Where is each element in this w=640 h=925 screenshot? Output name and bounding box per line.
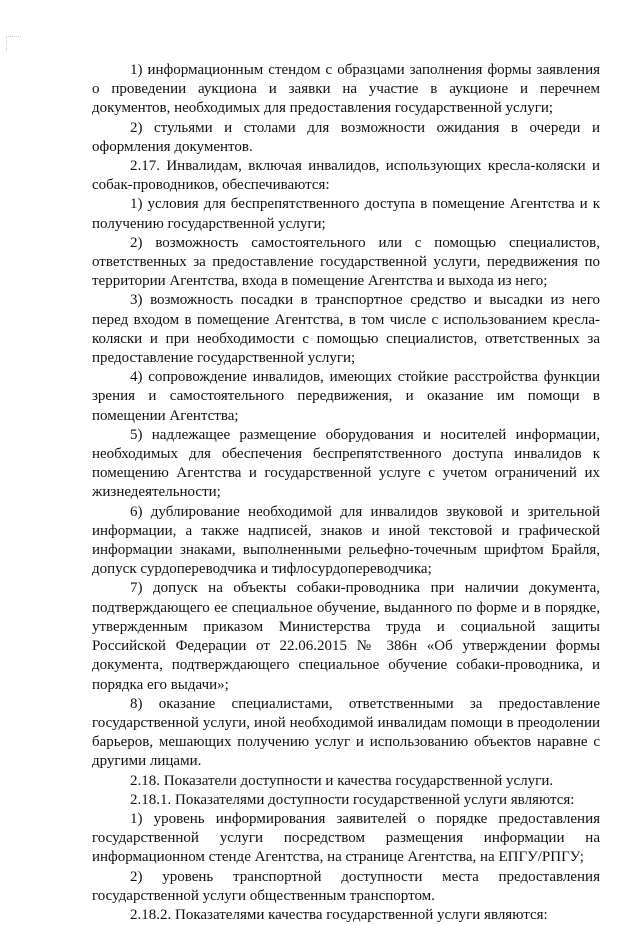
paragraph: 3) возможность посадки в транспортное средство и высадки из него перед входом в помещение Агентства, в том числе с использованием кресла-коляски и при необходимости с помощью специалистов, ответственных за предоставление государственной услуги; bbox=[92, 292, 600, 367]
paragraph: 2) возможность самостоятельного или с помощью специалистов, ответственных за предоставление государственной услуги, передвижения по территории Агентства, входа в помещение Агентства и выхода из него; bbox=[92, 234, 600, 290]
paragraph: 4) сопровождение инвалидов, имеющих стойкие расстройства функции зрения и самостоятельного передвижения, и оказание им помощи в помещении Агентства; bbox=[92, 369, 600, 424]
paragraph: 6) дублирование необходимой для инвалидов звуковой и зрительной информации, а также надписей, знаков и иной текстовой и графической информации знаками, выполненными рельефно-точечным шрифтом Брайля, допуск сурдопереводчика и тифлосурдопереводчика; bbox=[92, 503, 600, 578]
scan-corner-mark bbox=[6, 36, 21, 51]
paragraph: 7) допуск на объекты собаки-проводника при наличии документа, подтверждающего ее специальное обучение, выданного по форме и в порядке, утвержденным приказом Министерства труда и социальной защиты Российской Федерации от 22.06.2015 № 386н «Об утверждении формы документа, подтверждающего специальное обучение собаки-проводника, и порядка его выдачи»; bbox=[92, 580, 600, 693]
paragraph: 1) условия для беспрепятственного доступа в помещение Агентства и к получению государственной услуги; bbox=[92, 196, 600, 232]
subsection-heading: 2.18.2. Показателями качества государственной услуги являются: bbox=[130, 906, 548, 923]
paragraph: 2.17. Инвалидам, включая инвалидов, использующих кресла-коляски и собак-проводников, обеспечиваются: bbox=[92, 158, 600, 194]
paragraph: 2) стульями и столами для возможности ожидания в очереди и оформления документов. bbox=[92, 119, 600, 155]
document-body bbox=[92, 61, 600, 925]
paragraph: 1) уровень информирования заявителей о порядке предоставления государственной услуги посредством размещения информации на информационном стенде Агентства, на странице Агентства, на ЕПГУ/РПГУ; bbox=[92, 810, 600, 866]
paragraph: 5) надлежащее размещение оборудования и носителей информации, необходимых для обеспечения беспрепятственного доступа инвалидов к помещению Агентства и государственной услуге с учетом ограничений их жизнедеятельности; bbox=[92, 426, 600, 501]
section-heading: 2.18. Показатели доступности и качества государственной услуги. bbox=[130, 772, 554, 789]
subsection-heading: 2.18.1. Показателями доступности государственной услуги являются: bbox=[130, 791, 575, 808]
paragraph: 2) уровень транспортной доступности места предоставления государственной услуги общественным транспортом. bbox=[92, 868, 600, 904]
paragraph: 1) информационным стендом с образцами заполнения формы заявления о проведении аукциона и заявки на участие в аукционе и перечнем документов, необходимых для предоставления государственной услуги; bbox=[92, 62, 600, 117]
paragraph: 8) оказание специалистами, ответственными за предоставление государственной услуги, иной необходимой инвалидам помощи в преодолении барьеров, мешающих получению услуг и использованию объектов наравне с другими лицами. bbox=[92, 695, 600, 770]
